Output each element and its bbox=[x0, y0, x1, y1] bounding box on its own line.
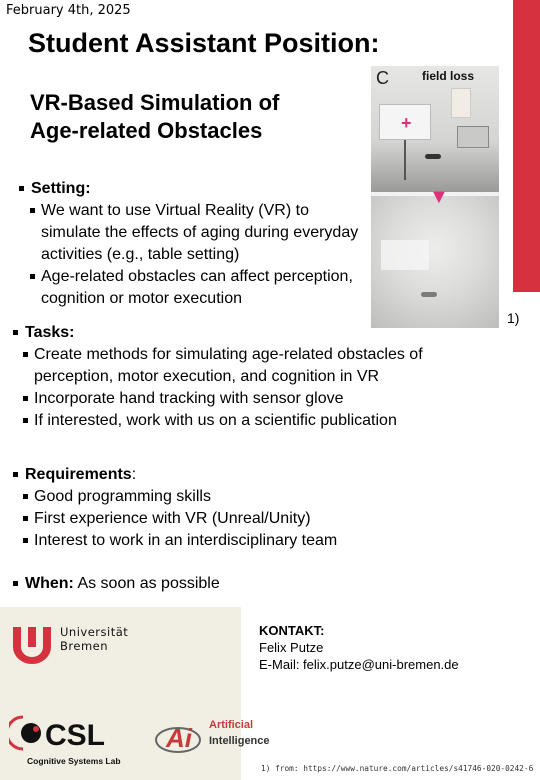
list-item: We want to use Virtual Reality (VR) to simulate the effects of aging during everyday activities (e.g., table setting) bbox=[27, 200, 364, 266]
setting-section bbox=[19, 178, 364, 310]
date-label: February 4th, 2025 bbox=[6, 3, 131, 18]
requirements-heading bbox=[13, 464, 413, 486]
footer bbox=[0, 607, 540, 780]
list-item: If interested, work with us on a scientific publication bbox=[20, 410, 493, 432]
tasks-heading: Tasks: bbox=[13, 322, 493, 344]
photo-caption: field loss bbox=[422, 69, 475, 83]
list-item: Age-related obstacles can affect perception, cognition or motor execution bbox=[27, 266, 364, 310]
requirements-section bbox=[13, 464, 413, 552]
contact-heading: KONTAKT: bbox=[259, 623, 325, 638]
field-loss-photo bbox=[371, 66, 499, 328]
ai-line-2: Intelligence bbox=[209, 735, 270, 747]
setting-heading: Setting: bbox=[19, 178, 364, 200]
subtitle-line-2: Age-related Obstacles bbox=[30, 118, 263, 143]
accent-bar bbox=[513, 0, 540, 292]
source-footnote: 1) from: https://www.nature.com/articles/s41746-020-0242-6 bbox=[261, 764, 534, 773]
tasks-list bbox=[20, 344, 493, 432]
when-section bbox=[13, 573, 413, 595]
university-line-1: Universität bbox=[60, 625, 129, 639]
university-name bbox=[60, 625, 128, 653]
list-item: Interest to work in an interdisciplinary team bbox=[20, 530, 413, 552]
stool-shape bbox=[425, 154, 441, 159]
list-item: Create methods for simulating age-related obstacles of perception, motor execution, and cognition in VR bbox=[20, 344, 493, 388]
requirements-heading-colon: : bbox=[131, 466, 137, 483]
fixation-cross-icon: + bbox=[401, 113, 412, 133]
ai-label bbox=[209, 717, 270, 749]
poster-shape bbox=[451, 88, 471, 118]
contact-name: Felix Putze bbox=[259, 640, 324, 655]
page-title: Student Assistant Position: bbox=[28, 28, 380, 58]
device-shape bbox=[457, 126, 489, 148]
when-heading: When: bbox=[25, 575, 74, 592]
blurred-chart-shape bbox=[381, 240, 429, 270]
requirements-list bbox=[20, 486, 413, 552]
subtitle-line-1: VR-Based Simulation of bbox=[30, 90, 280, 115]
list-item: First experience with VR (Unreal/Unity) bbox=[20, 508, 413, 530]
when-line bbox=[13, 573, 413, 595]
csl-letters: CSL bbox=[45, 719, 105, 752]
ai-logo-icon bbox=[153, 713, 207, 759]
stand-shape bbox=[404, 140, 406, 180]
csl-logo-icon bbox=[9, 711, 129, 755]
ai-line-1: Artificial bbox=[209, 719, 254, 731]
page-subtitle bbox=[30, 89, 279, 145]
logo-panel bbox=[0, 607, 270, 780]
requirements-heading-text: Requirements bbox=[25, 466, 132, 483]
when-value: As soon as possible bbox=[77, 575, 220, 592]
reference-marker: 1) bbox=[507, 310, 520, 326]
panel-label: C bbox=[376, 68, 389, 88]
list-item: Incorporate hand tracking with sensor glove bbox=[20, 388, 493, 410]
list-item: Good programming skills bbox=[20, 486, 413, 508]
contact-block bbox=[259, 622, 459, 673]
ai-mark: Ai bbox=[166, 723, 192, 753]
contact-email[interactable]: E-Mail: felix.putze@uni-bremen.de bbox=[259, 657, 459, 672]
arrow-down-icon: ▼ bbox=[429, 186, 449, 208]
blurred-stool-shape bbox=[421, 292, 437, 297]
university-bremen-logo-icon bbox=[9, 623, 55, 667]
tasks-section bbox=[13, 322, 493, 432]
setting-list bbox=[27, 200, 364, 310]
csl-label: Cognitive Systems Lab bbox=[27, 756, 121, 766]
university-line-2: Bremen bbox=[60, 639, 109, 653]
